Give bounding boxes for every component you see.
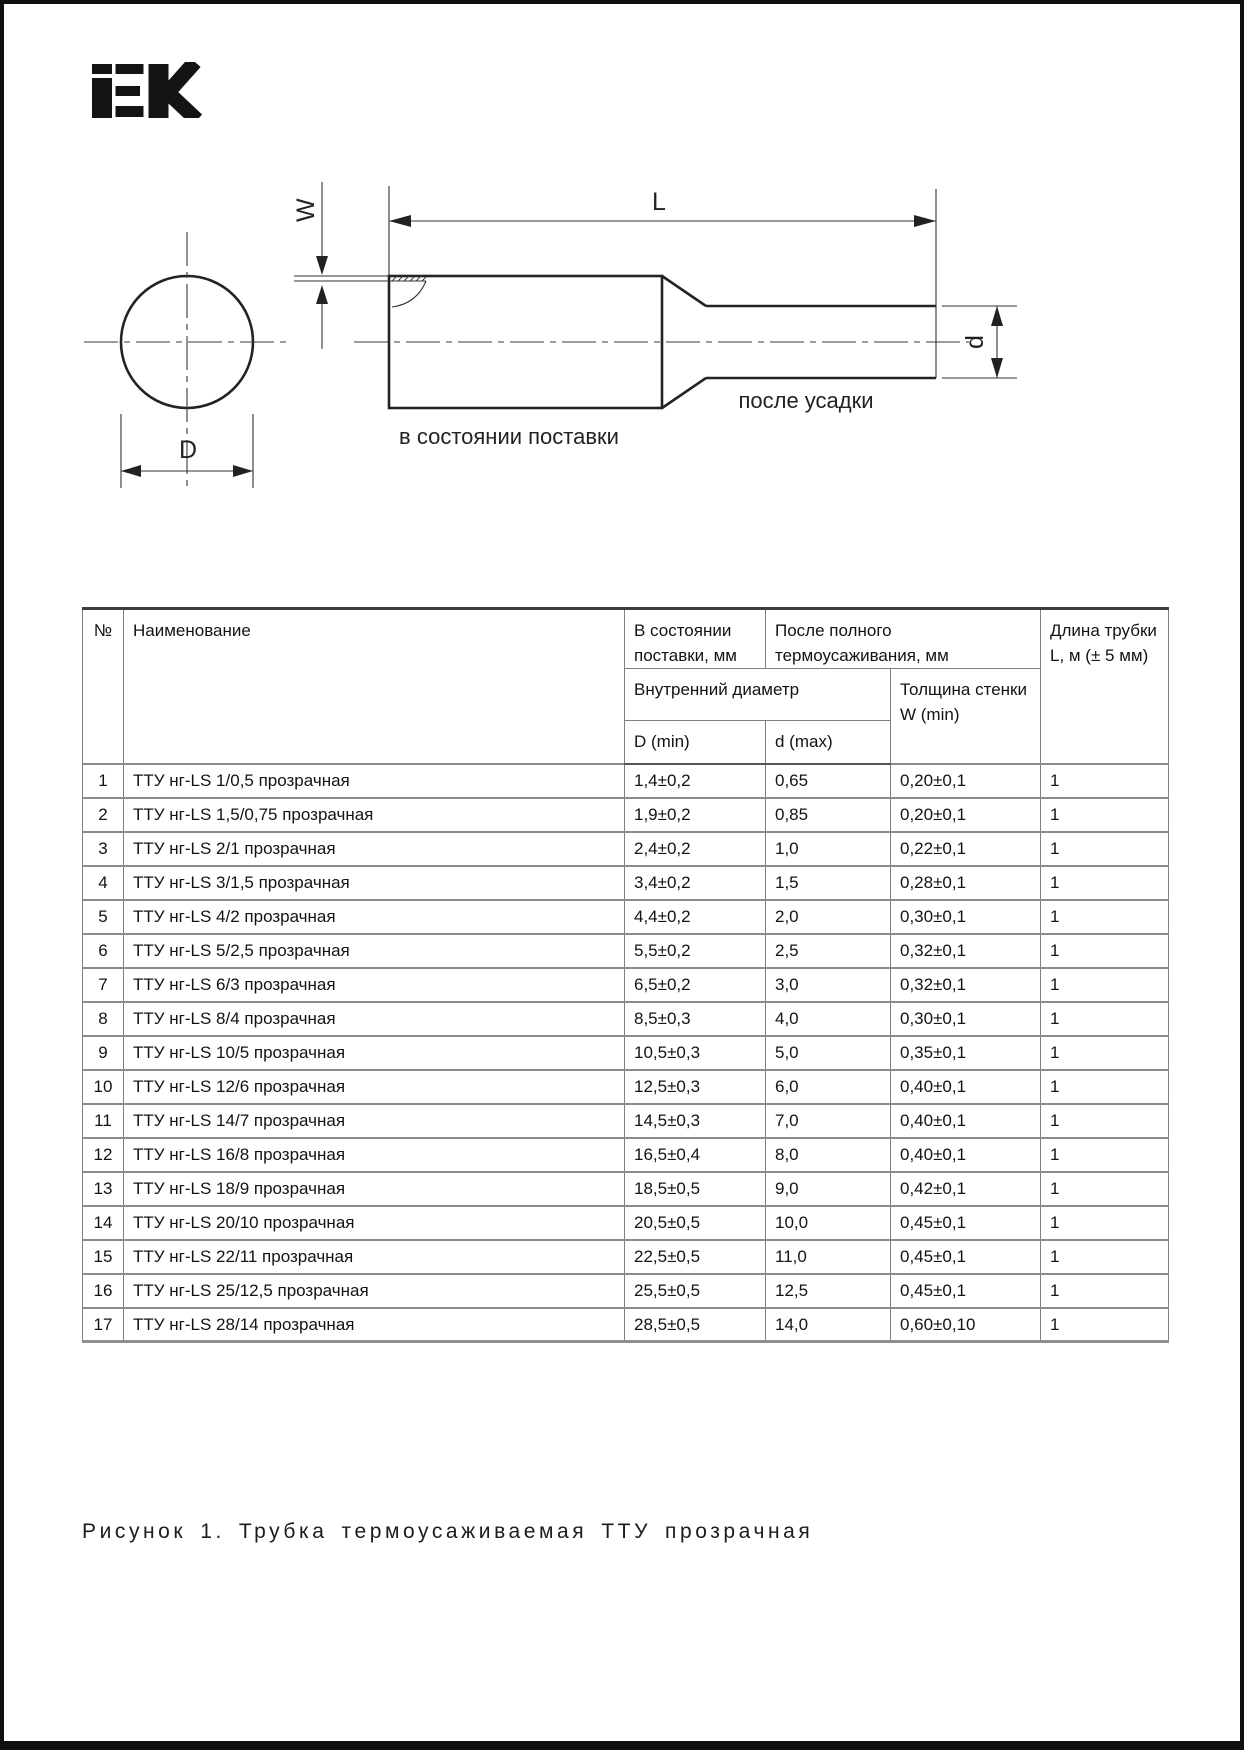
row-d-min: 6,5±0,2 <box>625 968 766 1002</box>
table-row <box>83 832 1169 866</box>
l-arrow-right <box>914 215 936 227</box>
row-length: 1 <box>1041 764 1169 798</box>
row-wall: 0,28±0,1 <box>891 866 1041 900</box>
row-length: 1 <box>1041 1206 1169 1240</box>
spec-table <box>82 607 1169 1343</box>
row-name: ТТУ нг-LS 20/10 прозрачная <box>124 1206 625 1240</box>
row-num: 11 <box>83 1104 124 1138</box>
iek-logo <box>92 62 204 118</box>
row-d-min: 2,4±0,2 <box>625 832 766 866</box>
row-num: 12 <box>83 1138 124 1172</box>
row-num: 3 <box>83 832 124 866</box>
table-row <box>83 1274 1169 1308</box>
row-d-max: 12,5 <box>766 1274 891 1308</box>
row-d-min: 25,5±0,5 <box>625 1274 766 1308</box>
wall-break-curve <box>392 281 426 307</box>
row-d-min: 12,5±0,3 <box>625 1070 766 1104</box>
row-d-min: 3,4±0,2 <box>625 866 766 900</box>
row-length: 1 <box>1041 1172 1169 1206</box>
row-name: ТТУ нг-LS 10/5 прозрачная <box>124 1036 625 1070</box>
row-d-min: 18,5±0,5 <box>625 1172 766 1206</box>
row-d-max: 2,5 <box>766 934 891 968</box>
spec-table-body <box>83 764 1169 1342</box>
row-name: ТТУ нг-LS 16/8 прозрачная <box>124 1138 625 1172</box>
row-length: 1 <box>1041 798 1169 832</box>
w-arrow-up <box>316 285 328 304</box>
header-wall-thickness: Толщина стенки W (min) <box>891 669 1041 764</box>
row-num: 1 <box>83 764 124 798</box>
as-supplied-label: в состоянии поставки <box>399 424 619 449</box>
row-d-max: 7,0 <box>766 1104 891 1138</box>
d-capital-label: D <box>179 436 198 464</box>
row-name: ТТУ нг-LS 1,5/0,75 прозрачная <box>124 798 625 832</box>
row-name: ТТУ нг-LS 22/11 прозрачная <box>124 1240 625 1274</box>
row-num: 15 <box>83 1240 124 1274</box>
row-d-min: 28,5±0,5 <box>625 1308 766 1342</box>
table-row <box>83 764 1169 798</box>
centerlines <box>84 232 969 492</box>
header-supplied: В состоянии поставки, мм <box>625 609 766 669</box>
table-row <box>83 968 1169 1002</box>
w-arrow-down <box>316 256 328 275</box>
row-d-max: 6,0 <box>766 1070 891 1104</box>
table-row <box>83 1206 1169 1240</box>
row-num: 4 <box>83 866 124 900</box>
row-length: 1 <box>1041 832 1169 866</box>
row-length: 1 <box>1041 1308 1169 1342</box>
header-tube-length: Длина трубки L, м (± 5 мм) <box>1041 609 1169 764</box>
table-row <box>83 1172 1169 1206</box>
row-d-min: 14,5±0,3 <box>625 1104 766 1138</box>
row-length: 1 <box>1041 1036 1169 1070</box>
row-length: 1 <box>1041 1274 1169 1308</box>
row-name: ТТУ нг-LS 14/7 прозрачная <box>124 1104 625 1138</box>
table-row <box>83 1002 1169 1036</box>
row-d-max: 1,5 <box>766 866 891 900</box>
row-name: ТТУ нг-LS 6/3 прозрачная <box>124 968 625 1002</box>
row-num: 10 <box>83 1070 124 1104</box>
row-d-min: 4,4±0,2 <box>625 900 766 934</box>
row-wall: 0,32±0,1 <box>891 934 1041 968</box>
row-wall: 0,40±0,1 <box>891 1138 1041 1172</box>
table-row <box>83 1138 1169 1172</box>
row-wall: 0,30±0,1 <box>891 1002 1041 1036</box>
iek-logo-graphic <box>92 62 204 118</box>
row-wall: 0,20±0,1 <box>891 764 1041 798</box>
row-num: 16 <box>83 1274 124 1308</box>
row-num: 8 <box>83 1002 124 1036</box>
row-name: ТТУ нг-LS 3/1,5 прозрачная <box>124 866 625 900</box>
header-inner-diameter: Внутренний диаметр <box>625 669 891 721</box>
l-label: L <box>652 188 666 216</box>
row-num: 17 <box>83 1308 124 1342</box>
table-row <box>83 798 1169 832</box>
row-d-min: 10,5±0,3 <box>625 1036 766 1070</box>
table-row <box>83 1070 1169 1104</box>
row-length: 1 <box>1041 1138 1169 1172</box>
row-num: 2 <box>83 798 124 832</box>
row-wall: 0,22±0,1 <box>891 832 1041 866</box>
row-d-max: 0,85 <box>766 798 891 832</box>
figure-caption: Рисунок 1. Трубка термоусаживаемая ТТУ прозрачная <box>82 1520 814 1543</box>
header-num: № <box>83 609 124 764</box>
table-row <box>83 900 1169 934</box>
row-wall: 0,42±0,1 <box>891 1172 1041 1206</box>
table-row <box>83 1308 1169 1342</box>
row-name: ТТУ нг-LS 5/2,5 прозрачная <box>124 934 625 968</box>
d-capital-arrow-left <box>121 465 141 477</box>
row-num: 14 <box>83 1206 124 1240</box>
row-length: 1 <box>1041 900 1169 934</box>
row-d-min: 5,5±0,2 <box>625 934 766 968</box>
header-name: Наименование <box>124 609 625 764</box>
row-length: 1 <box>1041 1104 1169 1138</box>
d-small-label: d <box>961 335 989 349</box>
d-small-arrow-up <box>991 306 1003 326</box>
header-d-min: D (min) <box>625 721 766 764</box>
row-name: ТТУ нг-LS 2/1 прозрачная <box>124 832 625 866</box>
row-name: ТТУ нг-LS 1/0,5 прозрачная <box>124 764 625 798</box>
row-wall: 0,35±0,1 <box>891 1036 1041 1070</box>
row-d-min: 1,4±0,2 <box>625 764 766 798</box>
row-d-max: 8,0 <box>766 1138 891 1172</box>
d-small-arrow-down <box>991 358 1003 378</box>
row-d-min: 8,5±0,3 <box>625 1002 766 1036</box>
table-row <box>83 866 1169 900</box>
row-wall: 0,45±0,1 <box>891 1274 1041 1308</box>
row-name: ТТУ нг-LS 8/4 прозрачная <box>124 1002 625 1036</box>
row-length: 1 <box>1041 968 1169 1002</box>
row-num: 7 <box>83 968 124 1002</box>
row-d-max: 9,0 <box>766 1172 891 1206</box>
row-d-min: 22,5±0,5 <box>625 1240 766 1274</box>
after-shrink-label: после усадки <box>738 388 874 413</box>
row-wall: 0,45±0,1 <box>891 1240 1041 1274</box>
row-d-max: 10,0 <box>766 1206 891 1240</box>
row-num: 13 <box>83 1172 124 1206</box>
row-length: 1 <box>1041 934 1169 968</box>
row-name: ТТУ нг-LS 18/9 прозрачная <box>124 1172 625 1206</box>
table-row <box>83 1104 1169 1138</box>
row-num: 6 <box>83 934 124 968</box>
table-row <box>83 1036 1169 1070</box>
row-d-max: 4,0 <box>766 1002 891 1036</box>
row-wall: 0,32±0,1 <box>891 968 1041 1002</box>
row-length: 1 <box>1041 1070 1169 1104</box>
row-length: 1 <box>1041 1240 1169 1274</box>
row-d-min: 20,5±0,5 <box>625 1206 766 1240</box>
w-label: W <box>292 198 320 222</box>
row-d-max: 14,0 <box>766 1308 891 1342</box>
row-d-max: 1,0 <box>766 832 891 866</box>
header-d-max: d (max) <box>766 721 891 764</box>
row-name: ТТУ нг-LS 28/14 прозрачная <box>124 1308 625 1342</box>
tube-diagram <box>4 144 1244 524</box>
row-d-max: 0,65 <box>766 764 891 798</box>
row-num: 5 <box>83 900 124 934</box>
header-after-shrink: После полного термоусаживания, мм <box>766 609 1041 669</box>
row-wall: 0,20±0,1 <box>891 798 1041 832</box>
row-d-min: 1,9±0,2 <box>625 798 766 832</box>
row-wall: 0,60±0,10 <box>891 1308 1041 1342</box>
row-d-min: 16,5±0,4 <box>625 1138 766 1172</box>
row-length: 1 <box>1041 866 1169 900</box>
row-length: 1 <box>1041 1002 1169 1036</box>
table-row <box>83 1240 1169 1274</box>
row-wall: 0,30±0,1 <box>891 900 1041 934</box>
l-arrow-left <box>389 215 411 227</box>
row-wall: 0,45±0,1 <box>891 1206 1041 1240</box>
row-d-max: 5,0 <box>766 1036 891 1070</box>
row-name: ТТУ нг-LS 12/6 прозрачная <box>124 1070 625 1104</box>
tube-diagram-svg <box>4 144 1244 524</box>
row-d-max: 3,0 <box>766 968 891 1002</box>
d-capital-arrow-right <box>233 465 253 477</box>
row-wall: 0,40±0,1 <box>891 1104 1041 1138</box>
row-d-max: 2,0 <box>766 900 891 934</box>
row-name: ТТУ нг-LS 4/2 прозрачная <box>124 900 625 934</box>
row-name: ТТУ нг-LS 25/12,5 прозрачная <box>124 1274 625 1308</box>
row-num: 9 <box>83 1036 124 1070</box>
table-row <box>83 934 1169 968</box>
row-d-max: 11,0 <box>766 1240 891 1274</box>
row-wall: 0,40±0,1 <box>891 1070 1041 1104</box>
